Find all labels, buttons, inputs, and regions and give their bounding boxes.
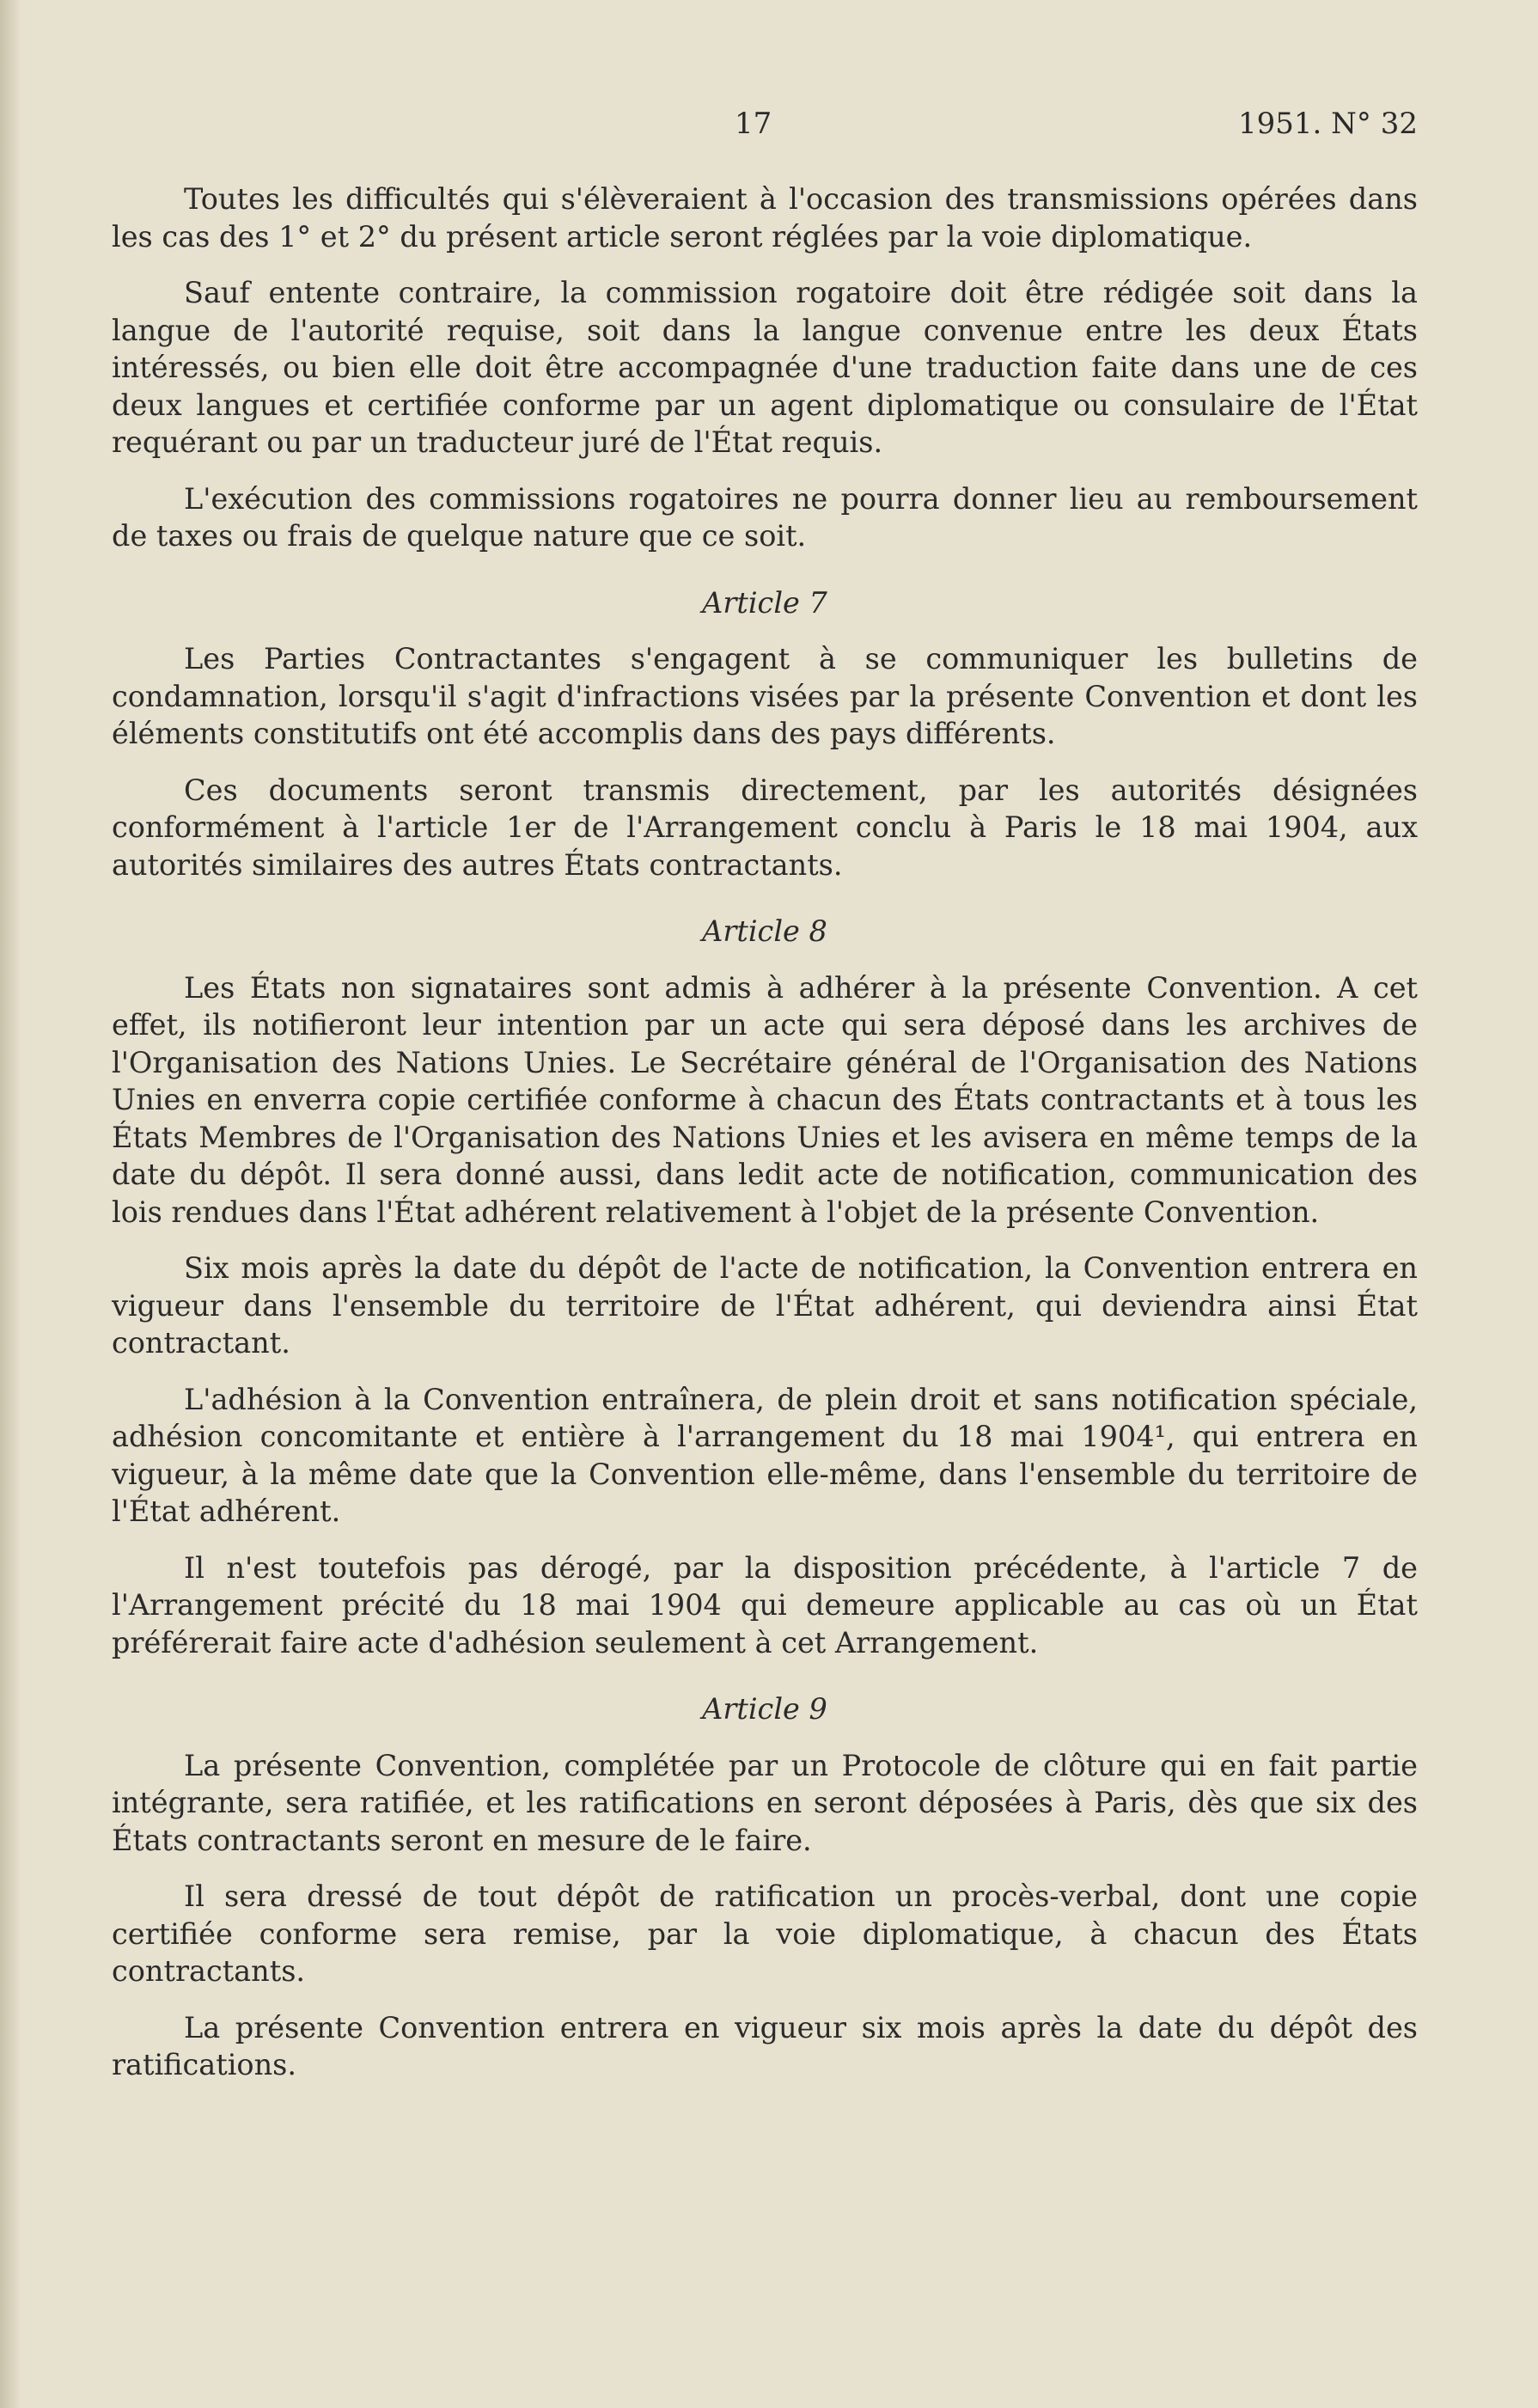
article-heading: Article 8: [702, 914, 827, 948]
paragraph: La présente Convention entrera en vigueur six mois après la date du dépôt des ratifications.: [112, 2010, 1418, 2081]
document-body: [112, 180, 1418, 2084]
paragraph: Il sera dressé de tout dépôt de ratification un procès-verbal, dont une copie certifiée conforme sera remise, par la voie diplomatique, à chacun des États contractants.: [112, 1879, 1418, 1988]
article-heading: Article 9: [702, 1692, 827, 1726]
treaty-reference: 1951. N° 32: [1238, 107, 1418, 141]
page-binding-gutter: [0, 0, 21, 2408]
page-header: [112, 103, 1418, 155]
paragraph: Sauf entente contraire, la commission rogatoire doit être rédigée soit dans la langue de l'autorité requise, soit dans la langue convenue entre les deux États intéressés, ou bien elle doit être accompagnée d'une traduction faite dans une de ces deux langues et certifiée conforme par un agent diplomatique ou consulaire de l'État requérant ou par un traducteur juré de l'État requis.: [112, 276, 1418, 459]
paragraph: Il n'est toutefois pas dérogé, par la disposition précédente, à l'article 7 de l'Arrangement précité du 18 mai 1904 qui demeure applicable au cas où un État préférerait faire acte d'adhésion seulement à cet Arrangement.: [112, 1550, 1418, 1659]
paragraph: L'adhésion à la Convention entraînera, de plein droit et sans notification spéciale, adhésion concomitante et entière à l'arrangement du 18 mai 1904¹, qui entrera en vigueur, à la même date que la Convention elle-même, dans l'ensemble du territoire de l'État adhérent.: [112, 1382, 1418, 1528]
article-heading: Article 7: [702, 585, 827, 620]
paragraph: Six mois après la date du dépôt de l'acte de notification, la Convention entrera en vigueur dans l'ensemble du territoire de l'État adhérent, qui deviendra ainsi État contractant.: [112, 1251, 1418, 1360]
paragraph: Les États non signataires sont admis à adhérer à la présente Convention. A cet effet, ils notifieront leur intention par un acte qui sera déposé dans les archives de l'Organisation des Nations Unies. Le Secrétaire général de l'Organisation des Nations Unies en enverra copie certifiée conforme à chacun des États contractants et à tous les États Membres de l'Organisation des Nations Unies et les avisera en même temps de la date du dépôt. Il sera donné aussi, dans ledit acte de notification, communication des lois rendues dans l'État adhérent relativement à l'objet de la présente Convention.: [112, 970, 1418, 1229]
paragraph: L'exécution des commissions rogatoires ne pourra donner lieu au remboursement de taxes ou frais de quelque nature que ce soit.: [112, 481, 1418, 553]
paragraph: La présente Convention, complétée par un Protocole de clôture qui en fait partie intégrante, sera ratifiée, et les ratifications en seront déposées à Paris, dès que six des États contractants seront en mesure de le faire.: [112, 1748, 1418, 1857]
paragraph: Ces documents seront transmis directement, par les autorités désignées conformément à l'article 1er de l'Arrangement conclu à Paris le 18 mai 1904, aux autorités similaires des autres États contractants.: [112, 773, 1418, 882]
paragraph: Toutes les difficultés qui s'élèveraient à l'occasion des transmissions opérées dans les cas des 1° et 2° du présent article seront réglées par la voie diplomatique.: [112, 182, 1418, 254]
page-number: 17: [735, 107, 772, 141]
document-page: [112, 103, 1418, 2103]
paragraph: Les Parties Contractantes s'engagent à se communiquer les bulletins de condamnation, lorsqu'il s'agit d'infractions visées par la présente Convention et dont les éléments constitutifs ont été accomplis dans des pays différents.: [112, 642, 1418, 750]
